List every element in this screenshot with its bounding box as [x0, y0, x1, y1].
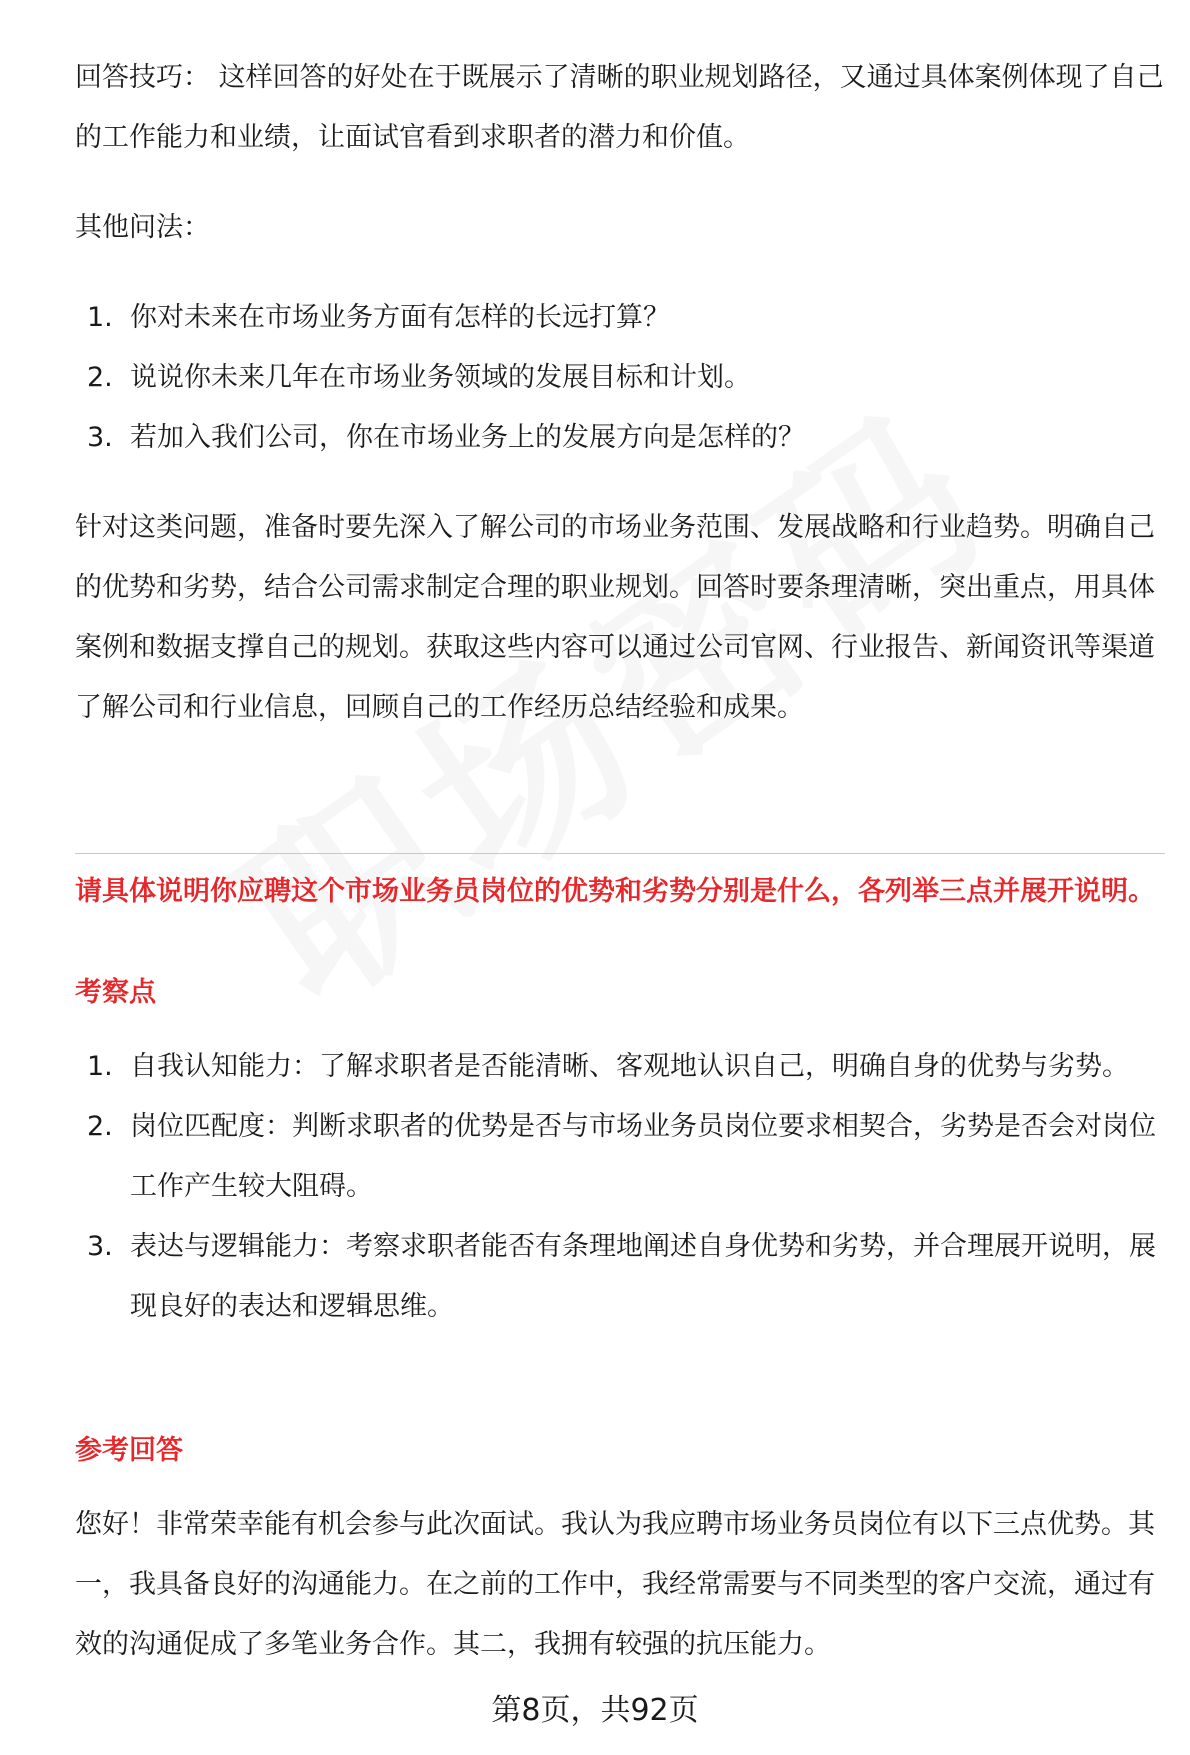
reference-answer: 您好！非常荣幸能有机会参与此次面试。我认为我应聘市场业务员岗位有以下三点优势。其一，我具备良好的沟通能力。在之前的工作中，我经常需要与不同类型的客户交流，通过有效的沟通促成了多笔业务合作。其二，我拥有较强的抗压能力。	[75, 1509, 1155, 1660]
question-heading: 请具体说明你应聘这个市场业务员岗位的优势和劣势分别是什么，各列举三点并展开说明。	[75, 876, 1155, 907]
list-number: 3.	[87, 1231, 113, 1262]
other-questions-label: 其他问法：	[75, 212, 210, 243]
list-number: 3.	[87, 422, 113, 453]
list-item	[75, 1217, 1165, 1337]
list-number: 2.	[87, 1111, 113, 1142]
page-number: 第8页，共92页	[491, 1693, 699, 1728]
cankao-heading: 参考回答	[75, 1435, 183, 1466]
list-item	[75, 348, 1165, 408]
list-number: 1.	[87, 302, 113, 333]
list-text: 表达与逻辑能力：考察求职者能否有条理地阐述自身优势和劣势，并合理展开说明，展现良好的表达和逻辑思维。	[130, 1231, 1156, 1322]
list-number: 2.	[87, 362, 113, 393]
other-questions-list	[75, 288, 1165, 468]
list-text: 岗位匹配度：判断求职者的优势是否与市场业务员岗位要求相契合，劣势是否会对岗位工作产生较大阻碍。	[130, 1111, 1156, 1202]
kaochadian-list	[75, 1037, 1165, 1337]
list-text: 说说你未来几年在市场业务领域的发展目标和计划。	[130, 362, 751, 393]
list-item	[75, 408, 1165, 468]
list-text: 自我认知能力：了解求职者是否能清晰、客观地认识自己，明确自身的优势与劣势。	[130, 1051, 1129, 1082]
list-text: 你对未来在市场业务方面有怎样的长远打算？	[130, 302, 670, 333]
answer-tip: 回答技巧： 这样回答的好处在于既展示了清晰的职业规划路径，又通过具体案例体现了自己的工作能力和业绩，让面试官看到求职者的潜力和价值。	[75, 62, 1164, 153]
section-divider	[75, 853, 1165, 854]
list-item	[75, 288, 1165, 348]
list-text: 若加入我们公司，你在市场业务上的发展方向是怎样的？	[130, 422, 805, 453]
list-number: 1.	[87, 1051, 113, 1082]
kaochadian-heading: 考察点	[75, 977, 156, 1008]
list-item	[75, 1037, 1165, 1097]
preparation-summary: 针对这类问题，准备时要先深入了解公司的市场业务范围、发展战略和行业趋势。明确自己的优势和劣势，结合公司需求制定合理的职业规划。回答时要条理清晰，突出重点，用具体案例和数据支撑自己的规划。获取这些内容可以通过公司官网、行业报告、新闻资讯等渠道了解公司和行业信息，回顾自己的工作经历总结经验和成果。	[75, 512, 1155, 723]
list-item	[75, 1097, 1165, 1217]
